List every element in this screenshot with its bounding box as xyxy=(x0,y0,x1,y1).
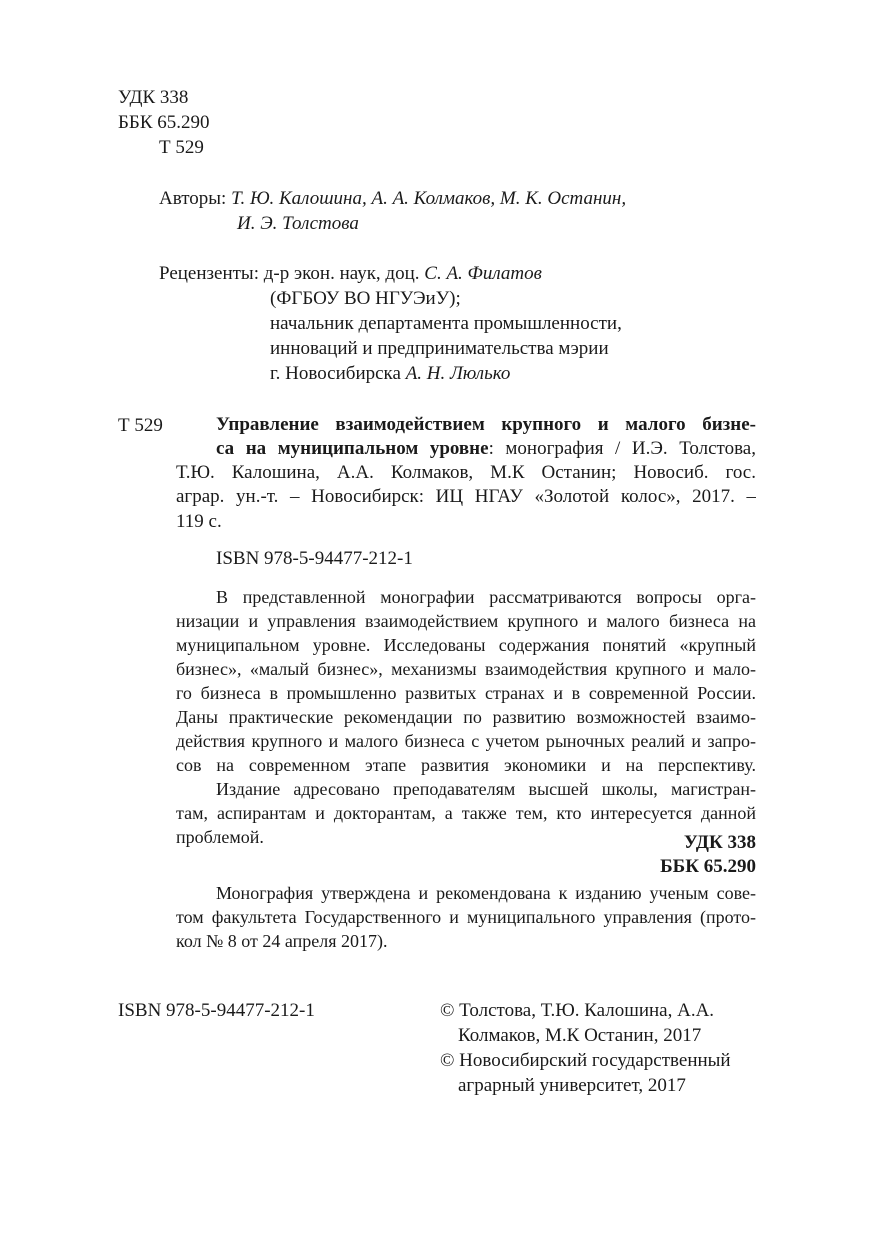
abstract-p1-line7: действия крупного и малого бизнеса с учетом рыночных реалий и запро- xyxy=(176,731,756,751)
approval-note xyxy=(176,881,756,953)
abstract-p2-first xyxy=(216,777,756,801)
approval-first xyxy=(216,881,756,905)
biblio-record xyxy=(216,413,756,461)
authors-block xyxy=(159,186,626,211)
approval-line2: том факультета Государственного и муниципального управления (прото- xyxy=(176,907,756,927)
approval-line1: Монография утверждена и рекомендована к изданию ученым сове- xyxy=(216,883,756,903)
abstract-p2-line3: проблемой. xyxy=(176,827,264,847)
footer-isbn: ISBN 978-5-94477-212-1 xyxy=(118,1000,315,1021)
copyright-university-line2: аграрный университет, 2017 xyxy=(458,1075,686,1096)
reviewers-line5-prefix: г. Новосибирска xyxy=(270,363,401,384)
copyright-authors-line2: Колмаков, М.К Останин, 2017 xyxy=(458,1025,702,1046)
reviewers-line5 xyxy=(270,361,510,386)
reviewer1-name: С. А. Филатов xyxy=(424,263,542,284)
authors-line2: И. Э. Толстова xyxy=(237,213,359,234)
abstract-p1-body xyxy=(176,609,756,777)
abstract-p1-line5: го бизнеса в промышленно развитых странах и в современной России. xyxy=(176,683,756,703)
abstract-p1-line6: Даны практические рекомендации по развитию возможностей взаимо- xyxy=(176,707,756,727)
reviewer2-name: А. Н. Люлько xyxy=(405,363,511,384)
reviewers-line3: начальник департамента промышленности, xyxy=(270,313,622,334)
bbk-header: ББК 65.290 xyxy=(118,112,210,133)
reviewers-line4: инноваций и предпринимательства мэрии xyxy=(270,338,609,359)
abstract-p1-first xyxy=(216,585,756,609)
biblio-line2 xyxy=(216,437,756,461)
copyright-authors-line1: © Толстова, Т.Ю. Калошина, А.А. xyxy=(440,1000,715,1021)
reviewers-label: Рецензенты: xyxy=(159,263,259,284)
abstract-p1-line4: бизнес», «малый бизнес», механизмы взаимодействия крупного и мало- xyxy=(176,659,756,679)
biblio-line2-rest: : монография / И.Э. Толстова, xyxy=(488,438,756,459)
abstract-p1-line8: сов на современном этапе развития экономики и на перспективу. xyxy=(176,755,756,775)
abstract xyxy=(176,585,756,849)
abstract-p1-line3: муниципальном уровне. Исследованы содержания понятий «крупный xyxy=(176,635,756,655)
approval-line3: кол № 8 от 24 апреля 2017). xyxy=(176,931,388,951)
abstract-p2-line2: там, аспирантам и докторантам, а также тем, кто интересуется данной xyxy=(176,803,756,823)
reviewers-block xyxy=(159,261,542,286)
copyright-university-line1: © Новосибирский государственный xyxy=(440,1050,731,1071)
biblio-isbn: ISBN 978-5-94477-212-1 xyxy=(216,548,413,569)
biblio-continuation xyxy=(176,461,756,509)
biblio-code: Т 529 xyxy=(118,415,163,436)
approval-body xyxy=(176,905,756,929)
biblio-line3: Т.Ю. Калошина, А.А. Колмаков, М.К Останин; Новосиб. гос. xyxy=(176,462,756,483)
reviewers-line2: (ФГБОУ ВО НГУЭиУ); xyxy=(270,288,461,309)
udk-footer: УДК 338 xyxy=(683,832,756,853)
authors-line1: Т. Ю. Калошина, А. А. Колмаков, М. К. Останин, xyxy=(231,188,627,209)
authors-label: Авторы: xyxy=(159,188,227,209)
reviewers-line1-prefix: д-р экон. наук, доц. xyxy=(263,263,420,284)
biblio-line5: 119 с. xyxy=(176,511,222,532)
abstract-p1-line2: низации и управления взаимодействием крупного и малого бизнеса на xyxy=(176,611,756,631)
abstract-p1-line1: В представленной монографии рассматриваются вопросы орга- xyxy=(216,587,756,607)
udk-header: УДК 338 xyxy=(118,87,189,108)
biblio-title-end: са на муниципальном уровне xyxy=(216,438,489,459)
biblio-line4: аграр. ун.-т. – Новосибирск: ИЦ НГАУ «Золотой колос», 2017. – xyxy=(176,486,756,507)
bbk-footer: ББК 65.290 xyxy=(660,856,756,877)
biblio-line1: Управление взаимодействием крупного и малого бизне- xyxy=(216,414,756,435)
abstract-p2-line1: Издание адресовано преподавателям высшей школы, магистран- xyxy=(216,779,756,799)
author-code-header: Т 529 xyxy=(159,137,204,158)
abstract-p2-body xyxy=(176,801,756,825)
